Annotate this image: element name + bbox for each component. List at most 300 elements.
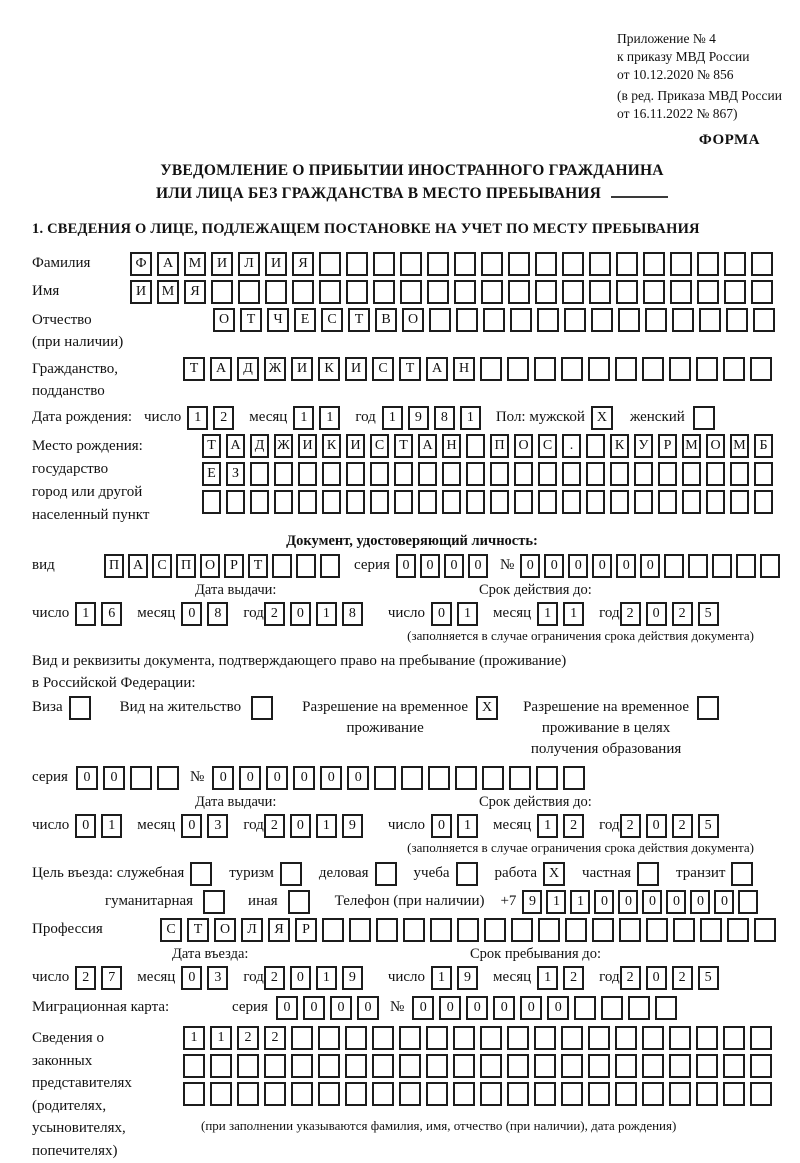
representatives-cell[interactable] <box>615 1082 637 1106</box>
representatives-cell[interactable] <box>480 1026 502 1050</box>
representatives-cell[interactable] <box>426 1082 448 1106</box>
representatives-cell[interactable] <box>453 1082 475 1106</box>
surname-cell[interactable] <box>697 252 719 276</box>
profession-cell[interactable]: Р <box>295 918 317 942</box>
patronymic-cell[interactable] <box>456 308 478 332</box>
residence-valid-year-cell[interactable]: 2 <box>672 814 693 838</box>
residence-number-cell[interactable]: 0 <box>266 766 288 790</box>
representatives-cell[interactable] <box>318 1026 340 1050</box>
firstname-cell[interactable] <box>373 280 395 304</box>
representatives-cell[interactable] <box>399 1082 421 1106</box>
birthplace-cell[interactable]: А <box>418 434 437 458</box>
birthplace-cell[interactable] <box>682 490 701 514</box>
surname-cell[interactable] <box>724 252 746 276</box>
birth-year-cell[interactable]: 1 <box>382 406 403 430</box>
representatives-cell[interactable] <box>237 1082 259 1106</box>
doc-type-cell[interactable]: С <box>152 554 172 578</box>
firstname-cell[interactable] <box>265 280 287 304</box>
doc-valid-year-cell[interactable]: 2 <box>620 602 641 626</box>
surname-cell[interactable] <box>643 252 665 276</box>
firstname-cell[interactable]: Я <box>184 280 206 304</box>
birthplace-cell[interactable] <box>682 462 701 486</box>
residence-number-cell[interactable] <box>428 766 450 790</box>
surname-cell[interactable]: И <box>211 252 233 276</box>
residence-issue-year-cell[interactable]: 0 <box>290 814 311 838</box>
residence-valid-year-cell[interactable]: 2 <box>620 814 641 838</box>
citizenship-cell[interactable]: Т <box>183 357 205 381</box>
purpose-gumanitarnaya-checkbox-cell[interactable] <box>203 890 225 914</box>
firstname-cell[interactable] <box>724 280 746 304</box>
birthplace-cell[interactable] <box>490 462 509 486</box>
patronymic-cell[interactable]: Т <box>348 308 370 332</box>
firstname-cell[interactable]: М <box>157 280 179 304</box>
birth-month-cell[interactable]: 1 <box>319 406 340 430</box>
patronymic-cell[interactable] <box>564 308 586 332</box>
firstname-cell[interactable] <box>346 280 368 304</box>
representatives-cell[interactable] <box>750 1054 772 1078</box>
firstname-cell[interactable] <box>535 280 557 304</box>
representatives-cell[interactable] <box>588 1082 610 1106</box>
birthplace-cell[interactable] <box>538 462 557 486</box>
patronymic-cell[interactable] <box>618 308 640 332</box>
representatives-cell[interactable] <box>561 1082 583 1106</box>
birth-day-cell[interactable]: 1 <box>187 406 208 430</box>
representatives-cell[interactable] <box>507 1054 529 1078</box>
birthplace-cell[interactable] <box>442 490 461 514</box>
residence-permit-checkbox-cell[interactable] <box>251 696 273 720</box>
birthplace-cell[interactable] <box>274 462 293 486</box>
doc-type-cell[interactable]: А <box>128 554 148 578</box>
birthplace-cell[interactable] <box>442 462 461 486</box>
birthplace-cell[interactable] <box>610 490 629 514</box>
residence-series-cell[interactable]: 0 <box>103 766 125 790</box>
purpose-sluzhebnaya-checkbox-cell[interactable] <box>190 862 212 886</box>
doc-series-cell[interactable]: 0 <box>396 554 416 578</box>
citizenship-cell[interactable]: К <box>318 357 340 381</box>
birthplace-cell[interactable]: С <box>538 434 557 458</box>
birthplace-cell[interactable] <box>466 462 485 486</box>
phone-digit-cell[interactable] <box>738 890 758 914</box>
representatives-cell[interactable]: 1 <box>210 1026 232 1050</box>
birthplace-cell[interactable]: Р <box>658 434 677 458</box>
residence-number-cell[interactable] <box>482 766 504 790</box>
migration-series-cell[interactable]: 0 <box>276 996 298 1020</box>
birthplace-cell[interactable] <box>322 462 341 486</box>
surname-cell[interactable] <box>427 252 449 276</box>
purpose-delovaya-checkbox-cell[interactable] <box>375 862 397 886</box>
birthplace-cell[interactable] <box>370 462 389 486</box>
firstname-cell[interactable] <box>238 280 260 304</box>
firstname-cell[interactable] <box>697 280 719 304</box>
patronymic-cell[interactable]: Ч <box>267 308 289 332</box>
birthplace-cell[interactable] <box>562 490 581 514</box>
doc-valid-year-cell[interactable]: 5 <box>698 602 719 626</box>
citizenship-cell[interactable] <box>696 357 718 381</box>
phone-digit-cell[interactable]: 0 <box>594 890 614 914</box>
purpose-turizm-checkbox-cell[interactable] <box>280 862 302 886</box>
birthplace-cell[interactable] <box>226 490 245 514</box>
representatives-cell[interactable] <box>669 1026 691 1050</box>
surname-cell[interactable] <box>454 252 476 276</box>
patronymic-cell[interactable] <box>672 308 694 332</box>
representatives-cell[interactable] <box>345 1026 367 1050</box>
representatives-cell[interactable] <box>642 1082 664 1106</box>
citizenship-cell[interactable]: А <box>210 357 232 381</box>
doc-type-cell[interactable]: Т <box>248 554 268 578</box>
birthplace-cell[interactable]: Т <box>394 434 413 458</box>
representatives-cell[interactable] <box>642 1054 664 1078</box>
birthplace-cell[interactable] <box>370 490 389 514</box>
representatives-cell[interactable] <box>561 1026 583 1050</box>
phone-digit-cell[interactable]: 0 <box>618 890 638 914</box>
patronymic-cell[interactable]: Е <box>294 308 316 332</box>
doc-issue-year-cell[interactable]: 2 <box>264 602 285 626</box>
doc-issue-day-cell[interactable]: 1 <box>75 602 96 626</box>
profession-cell[interactable]: Я <box>268 918 290 942</box>
birthplace-cell[interactable] <box>610 462 629 486</box>
surname-cell[interactable] <box>562 252 584 276</box>
birthplace-cell[interactable] <box>490 490 509 514</box>
firstname-cell[interactable] <box>292 280 314 304</box>
birthplace-cell[interactable]: А <box>226 434 245 458</box>
birthplace-cell[interactable] <box>634 490 653 514</box>
doc-issue-month-cell[interactable]: 0 <box>181 602 202 626</box>
representatives-cell[interactable] <box>480 1082 502 1106</box>
citizenship-cell[interactable]: С <box>372 357 394 381</box>
birthplace-cell[interactable] <box>298 490 317 514</box>
residence-valid-year-cell[interactable]: 0 <box>646 814 667 838</box>
residence-issue-month-cell[interactable]: 3 <box>207 814 228 838</box>
birthplace-cell[interactable]: Е <box>202 462 221 486</box>
representatives-cell[interactable] <box>507 1082 529 1106</box>
stay-year-cell[interactable]: 2 <box>672 966 693 990</box>
patronymic-cell[interactable] <box>510 308 532 332</box>
entry-year-cell[interactable]: 2 <box>264 966 285 990</box>
profession-cell[interactable] <box>484 918 506 942</box>
entry-month-cell[interactable]: 3 <box>207 966 228 990</box>
citizenship-cell[interactable]: И <box>345 357 367 381</box>
patronymic-cell[interactable] <box>537 308 559 332</box>
citizenship-cell[interactable]: Ж <box>264 357 286 381</box>
profession-cell[interactable] <box>565 918 587 942</box>
representatives-cell[interactable] <box>372 1054 394 1078</box>
phone-digit-cell[interactable]: 0 <box>642 890 662 914</box>
representatives-cell[interactable] <box>318 1054 340 1078</box>
birthplace-cell[interactable]: Ж <box>274 434 293 458</box>
representatives-cell[interactable] <box>291 1082 313 1106</box>
migration-number-cell[interactable]: 0 <box>547 996 569 1020</box>
birthplace-cell[interactable]: Б <box>754 434 773 458</box>
residence-valid-day-cell[interactable]: 1 <box>457 814 478 838</box>
representatives-cell[interactable] <box>561 1054 583 1078</box>
residence-number-cell[interactable]: 0 <box>347 766 369 790</box>
birthplace-cell[interactable]: Д <box>250 434 269 458</box>
birth-day-cell[interactable]: 2 <box>213 406 234 430</box>
purpose-rabota-checkbox-cell[interactable]: X <box>543 862 565 886</box>
birthplace-cell[interactable] <box>658 462 677 486</box>
representatives-cell[interactable]: 2 <box>264 1026 286 1050</box>
male-checkbox-cell[interactable]: X <box>591 406 613 430</box>
birthplace-cell[interactable] <box>418 462 437 486</box>
profession-cell[interactable] <box>322 918 344 942</box>
representatives-cell[interactable] <box>318 1082 340 1106</box>
stay-year-cell[interactable]: 0 <box>646 966 667 990</box>
citizenship-cell[interactable]: Н <box>453 357 475 381</box>
birthplace-cell[interactable] <box>202 490 221 514</box>
citizenship-cell[interactable]: А <box>426 357 448 381</box>
profession-cell[interactable] <box>727 918 749 942</box>
profession-cell[interactable]: Л <box>241 918 263 942</box>
doc-series-cell[interactable]: 0 <box>420 554 440 578</box>
surname-cell[interactable] <box>508 252 530 276</box>
firstname-cell[interactable] <box>427 280 449 304</box>
doc-number-cell[interactable] <box>664 554 684 578</box>
doc-issue-day-cell[interactable]: 6 <box>101 602 122 626</box>
surname-cell[interactable]: Ф <box>130 252 152 276</box>
firstname-cell[interactable] <box>454 280 476 304</box>
birthplace-cell[interactable]: О <box>706 434 725 458</box>
birthplace-cell[interactable] <box>346 490 365 514</box>
profession-cell[interactable] <box>592 918 614 942</box>
birthplace-cell[interactable] <box>634 462 653 486</box>
doc-number-cell[interactable] <box>712 554 732 578</box>
doc-number-cell[interactable] <box>760 554 780 578</box>
citizenship-cell[interactable] <box>615 357 637 381</box>
birthplace-cell[interactable] <box>322 490 341 514</box>
representatives-cell[interactable] <box>696 1054 718 1078</box>
birth-year-cell[interactable]: 1 <box>460 406 481 430</box>
doc-type-cell[interactable]: П <box>104 554 124 578</box>
phone-digit-cell[interactable]: 0 <box>714 890 734 914</box>
birthplace-cell[interactable]: К <box>610 434 629 458</box>
residence-valid-month-cell[interactable]: 2 <box>563 814 584 838</box>
stay-year-cell[interactable]: 5 <box>698 966 719 990</box>
surname-cell[interactable] <box>373 252 395 276</box>
residence-issue-year-cell[interactable]: 1 <box>316 814 337 838</box>
patronymic-cell[interactable]: Т <box>240 308 262 332</box>
phone-digit-cell[interactable]: 1 <box>570 890 590 914</box>
citizenship-cell[interactable]: Д <box>237 357 259 381</box>
migration-series-cell[interactable]: 0 <box>357 996 379 1020</box>
firstname-cell[interactable] <box>643 280 665 304</box>
phone-digit-cell[interactable]: 9 <box>522 890 542 914</box>
migration-number-cell[interactable] <box>628 996 650 1020</box>
representatives-cell[interactable] <box>426 1026 448 1050</box>
patronymic-cell[interactable]: В <box>375 308 397 332</box>
representatives-cell[interactable] <box>372 1082 394 1106</box>
patronymic-cell[interactable] <box>645 308 667 332</box>
migration-number-cell[interactable]: 0 <box>412 996 434 1020</box>
residence-valid-year-cell[interactable]: 5 <box>698 814 719 838</box>
firstname-cell[interactable] <box>211 280 233 304</box>
doc-type-cell[interactable]: Р <box>224 554 244 578</box>
purpose-inaya-checkbox-cell[interactable] <box>288 890 310 914</box>
representatives-cell[interactable] <box>264 1082 286 1106</box>
migration-number-cell[interactable] <box>601 996 623 1020</box>
birthplace-cell[interactable]: К <box>322 434 341 458</box>
representatives-cell[interactable] <box>723 1026 745 1050</box>
representatives-cell[interactable] <box>534 1082 556 1106</box>
representatives-cell[interactable] <box>669 1054 691 1078</box>
birthplace-cell[interactable] <box>466 434 485 458</box>
phone-digit-cell[interactable]: 1 <box>546 890 566 914</box>
birthplace-cell[interactable] <box>562 462 581 486</box>
migration-number-cell[interactable]: 0 <box>493 996 515 1020</box>
doc-number-cell[interactable]: 0 <box>592 554 612 578</box>
phone-digit-cell[interactable]: 0 <box>690 890 710 914</box>
firstname-cell[interactable] <box>400 280 422 304</box>
phone-digit-cell[interactable]: 0 <box>666 890 686 914</box>
profession-cell[interactable] <box>349 918 371 942</box>
profession-cell[interactable] <box>538 918 560 942</box>
profession-cell[interactable]: О <box>214 918 236 942</box>
representatives-cell[interactable] <box>183 1054 205 1078</box>
representatives-cell[interactable] <box>372 1026 394 1050</box>
representatives-cell[interactable] <box>507 1026 529 1050</box>
birthplace-cell[interactable] <box>586 462 605 486</box>
birthplace-cell[interactable] <box>250 462 269 486</box>
citizenship-cell[interactable] <box>723 357 745 381</box>
female-checkbox-cell[interactable] <box>693 406 715 430</box>
surname-cell[interactable]: А <box>157 252 179 276</box>
patronymic-cell[interactable]: О <box>213 308 235 332</box>
citizenship-cell[interactable]: И <box>291 357 313 381</box>
representatives-cell[interactable]: 1 <box>183 1026 205 1050</box>
representatives-cell[interactable] <box>210 1054 232 1078</box>
representatives-cell[interactable] <box>345 1082 367 1106</box>
birthplace-cell[interactable] <box>730 490 749 514</box>
representatives-cell[interactable] <box>183 1082 205 1106</box>
residence-issue-year-cell[interactable]: 2 <box>264 814 285 838</box>
birthplace-cell[interactable] <box>298 462 317 486</box>
entry-day-cell[interactable]: 7 <box>101 966 122 990</box>
doc-type-cell[interactable]: П <box>176 554 196 578</box>
surname-cell[interactable]: Л <box>238 252 260 276</box>
patronymic-cell[interactable]: О <box>402 308 424 332</box>
doc-valid-month-cell[interactable]: 1 <box>563 602 584 626</box>
residence-number-cell[interactable] <box>563 766 585 790</box>
birthplace-cell[interactable] <box>274 490 293 514</box>
edu-residence-checkbox-cell[interactable] <box>697 696 719 720</box>
birthplace-cell[interactable]: У <box>634 434 653 458</box>
profession-cell[interactable] <box>619 918 641 942</box>
patronymic-cell[interactable] <box>753 308 775 332</box>
migration-series-cell[interactable]: 0 <box>303 996 325 1020</box>
birthplace-cell[interactable] <box>538 490 557 514</box>
doc-series-cell[interactable]: 0 <box>468 554 488 578</box>
birthplace-cell[interactable] <box>754 462 773 486</box>
profession-cell[interactable]: Т <box>187 918 209 942</box>
birthplace-cell[interactable]: З <box>226 462 245 486</box>
stay-month-cell[interactable]: 2 <box>563 966 584 990</box>
stay-day-cell[interactable]: 9 <box>457 966 478 990</box>
representatives-cell[interactable] <box>588 1054 610 1078</box>
doc-number-cell[interactable] <box>736 554 756 578</box>
residence-number-cell[interactable]: 0 <box>320 766 342 790</box>
representatives-cell[interactable] <box>426 1054 448 1078</box>
representatives-cell[interactable] <box>453 1026 475 1050</box>
birthplace-cell[interactable]: С <box>370 434 389 458</box>
representatives-cell[interactable] <box>399 1026 421 1050</box>
residence-number-cell[interactable]: 0 <box>293 766 315 790</box>
birthplace-cell[interactable]: . <box>562 434 581 458</box>
doc-type-cell[interactable] <box>320 554 340 578</box>
residence-number-cell[interactable] <box>455 766 477 790</box>
surname-cell[interactable] <box>589 252 611 276</box>
patronymic-cell[interactable] <box>483 308 505 332</box>
birthplace-cell[interactable] <box>586 434 605 458</box>
purpose-chastnaya-checkbox-cell[interactable] <box>637 862 659 886</box>
representatives-cell[interactable] <box>237 1054 259 1078</box>
doc-type-cell[interactable] <box>272 554 292 578</box>
entry-day-cell[interactable]: 2 <box>75 966 96 990</box>
firstname-cell[interactable] <box>562 280 584 304</box>
representatives-cell[interactable] <box>534 1026 556 1050</box>
migration-number-cell[interactable] <box>574 996 596 1020</box>
patronymic-cell[interactable] <box>591 308 613 332</box>
residence-issue-day-cell[interactable]: 1 <box>101 814 122 838</box>
doc-number-cell[interactable]: 0 <box>640 554 660 578</box>
doc-issue-year-cell[interactable]: 8 <box>342 602 363 626</box>
doc-series-cell[interactable]: 0 <box>444 554 464 578</box>
representatives-cell[interactable] <box>669 1082 691 1106</box>
birthplace-cell[interactable] <box>730 462 749 486</box>
surname-cell[interactable] <box>319 252 341 276</box>
doc-valid-year-cell[interactable]: 2 <box>672 602 693 626</box>
representatives-cell[interactable] <box>264 1054 286 1078</box>
representatives-cell[interactable] <box>399 1054 421 1078</box>
doc-type-cell[interactable] <box>296 554 316 578</box>
patronymic-cell[interactable]: С <box>321 308 343 332</box>
birthplace-cell[interactable] <box>754 490 773 514</box>
birthplace-cell[interactable] <box>394 462 413 486</box>
surname-cell[interactable] <box>481 252 503 276</box>
representatives-cell[interactable] <box>480 1054 502 1078</box>
birthplace-cell[interactable] <box>706 462 725 486</box>
firstname-cell[interactable] <box>616 280 638 304</box>
birthplace-cell[interactable] <box>346 462 365 486</box>
stay-year-cell[interactable]: 2 <box>620 966 641 990</box>
residence-number-cell[interactable] <box>509 766 531 790</box>
surname-cell[interactable] <box>670 252 692 276</box>
stay-month-cell[interactable]: 1 <box>537 966 558 990</box>
patronymic-cell[interactable] <box>429 308 451 332</box>
birthplace-cell[interactable] <box>250 490 269 514</box>
profession-cell[interactable] <box>403 918 425 942</box>
doc-valid-day-cell[interactable]: 0 <box>431 602 452 626</box>
birthplace-cell[interactable]: О <box>514 434 533 458</box>
firstname-cell[interactable] <box>319 280 341 304</box>
doc-valid-day-cell[interactable]: 1 <box>457 602 478 626</box>
representatives-cell[interactable] <box>534 1054 556 1078</box>
doc-number-cell[interactable]: 0 <box>520 554 540 578</box>
surname-cell[interactable] <box>400 252 422 276</box>
residence-number-cell[interactable] <box>374 766 396 790</box>
patronymic-cell[interactable] <box>726 308 748 332</box>
doc-valid-month-cell[interactable]: 1 <box>537 602 558 626</box>
representatives-cell[interactable] <box>750 1082 772 1106</box>
surname-cell[interactable]: М <box>184 252 206 276</box>
residence-valid-day-cell[interactable]: 0 <box>431 814 452 838</box>
temp-residence-checkbox-cell[interactable]: X <box>476 696 498 720</box>
citizenship-cell[interactable] <box>642 357 664 381</box>
stay-day-cell[interactable]: 1 <box>431 966 452 990</box>
surname-cell[interactable]: Я <box>292 252 314 276</box>
doc-number-cell[interactable]: 0 <box>616 554 636 578</box>
birthplace-cell[interactable]: М <box>730 434 749 458</box>
profession-cell[interactable] <box>673 918 695 942</box>
birth-year-cell[interactable]: 9 <box>408 406 429 430</box>
